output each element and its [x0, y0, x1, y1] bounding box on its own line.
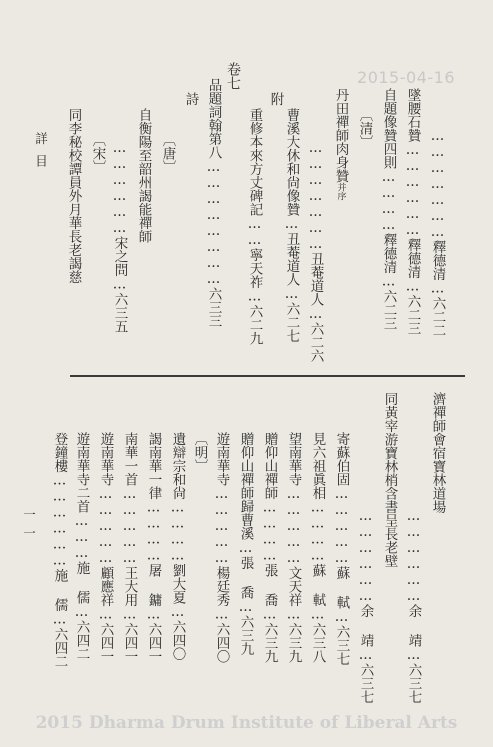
toc-entry: 登鐘樓………………施 儒…六四二	[51, 432, 68, 668]
toc-entry: 寄蘇伯固……………蘇 軾…六三七	[333, 432, 350, 666]
toc-entry: 同李秘校譚員外月華長老謁慈	[65, 108, 82, 284]
toc-entry: ………………余 靖…六三七	[357, 508, 374, 704]
toc-entry: 曹溪大休和尙像贊…丑菴道人…六二七	[283, 108, 300, 343]
toc-entry: 重修本來方丈碑記……寧天祚…六二九	[246, 108, 263, 345]
institution-watermark: 2015 Dharma Drum Institute of Liberal Arts	[35, 713, 458, 733]
toc-entry-note: 并序	[335, 182, 346, 201]
genre-heading: 詩	[182, 92, 199, 106]
toc-entry: 贈仰山禪師…………張 喬…六三九	[261, 432, 278, 663]
appendix-heading: 附	[267, 92, 284, 106]
toc-entry: 自衡陽至韶州謁能禪師	[135, 108, 152, 243]
toc-entry: ………………余 靖…六三七	[405, 508, 422, 704]
dynasty-heading: 〔明〕	[191, 432, 208, 473]
dynasty-heading: 〔清〕	[356, 108, 373, 149]
volume-heading: 卷七	[225, 62, 241, 91]
section-divider	[70, 375, 465, 377]
toc-entry: 遊南華寺……………楊廷秀…六四〇	[213, 432, 230, 663]
toc-entry: 謁南華一律…………屠 鏞…六四一	[145, 432, 162, 663]
toc-entry: 濟禪師會宿寶林道場	[429, 392, 446, 514]
page-number: 一一	[21, 508, 37, 545]
date-stamp: 2015-04-16	[357, 68, 455, 87]
toc-entry: 遊南華寺……………顧應祥…六四一	[97, 432, 114, 663]
toc-entry	[333, 88, 347, 201]
dynasty-heading: 〔唐〕	[159, 133, 176, 174]
toc-entry: 贈仰山禪師歸曹溪…張 喬…六三九	[237, 432, 254, 656]
toc-entry: 南華一首……………王大用…六四一	[121, 432, 138, 663]
toc-entry: …………………釋德清…六二二	[429, 128, 446, 337]
dynasty-heading: 〔宋〕	[89, 133, 106, 174]
toc-entry: 同黃宰游寶林梢含書呈長老壁	[381, 392, 398, 568]
toc-entry: …………………丑菴道人…六二六	[307, 140, 324, 363]
toc-entry: 見六祖眞相…………蘇 軾…六三八	[309, 432, 326, 663]
toc-entry: 遊南華寺二首………施 儒…六四二	[73, 432, 90, 661]
toc-entry: 遺辯宗和尙…………劉大夏…六四〇	[169, 432, 186, 661]
toc-entry: 望南華寺……………文天祥…六三九	[285, 432, 302, 663]
running-title: 詳目	[33, 132, 49, 177]
section-heading: 品題詞翰第八……………………六三三	[205, 78, 222, 328]
toc-entry: ………………宋之問…六三五	[111, 140, 128, 333]
toc-entry: 自題像贊四則…………釋德清…六二三	[380, 88, 397, 330]
toc-entry-title: 丹田禪師肉身贊	[332, 88, 349, 183]
toc-entry: 墜腰石贊………………釋德清…六二三	[404, 88, 421, 335]
